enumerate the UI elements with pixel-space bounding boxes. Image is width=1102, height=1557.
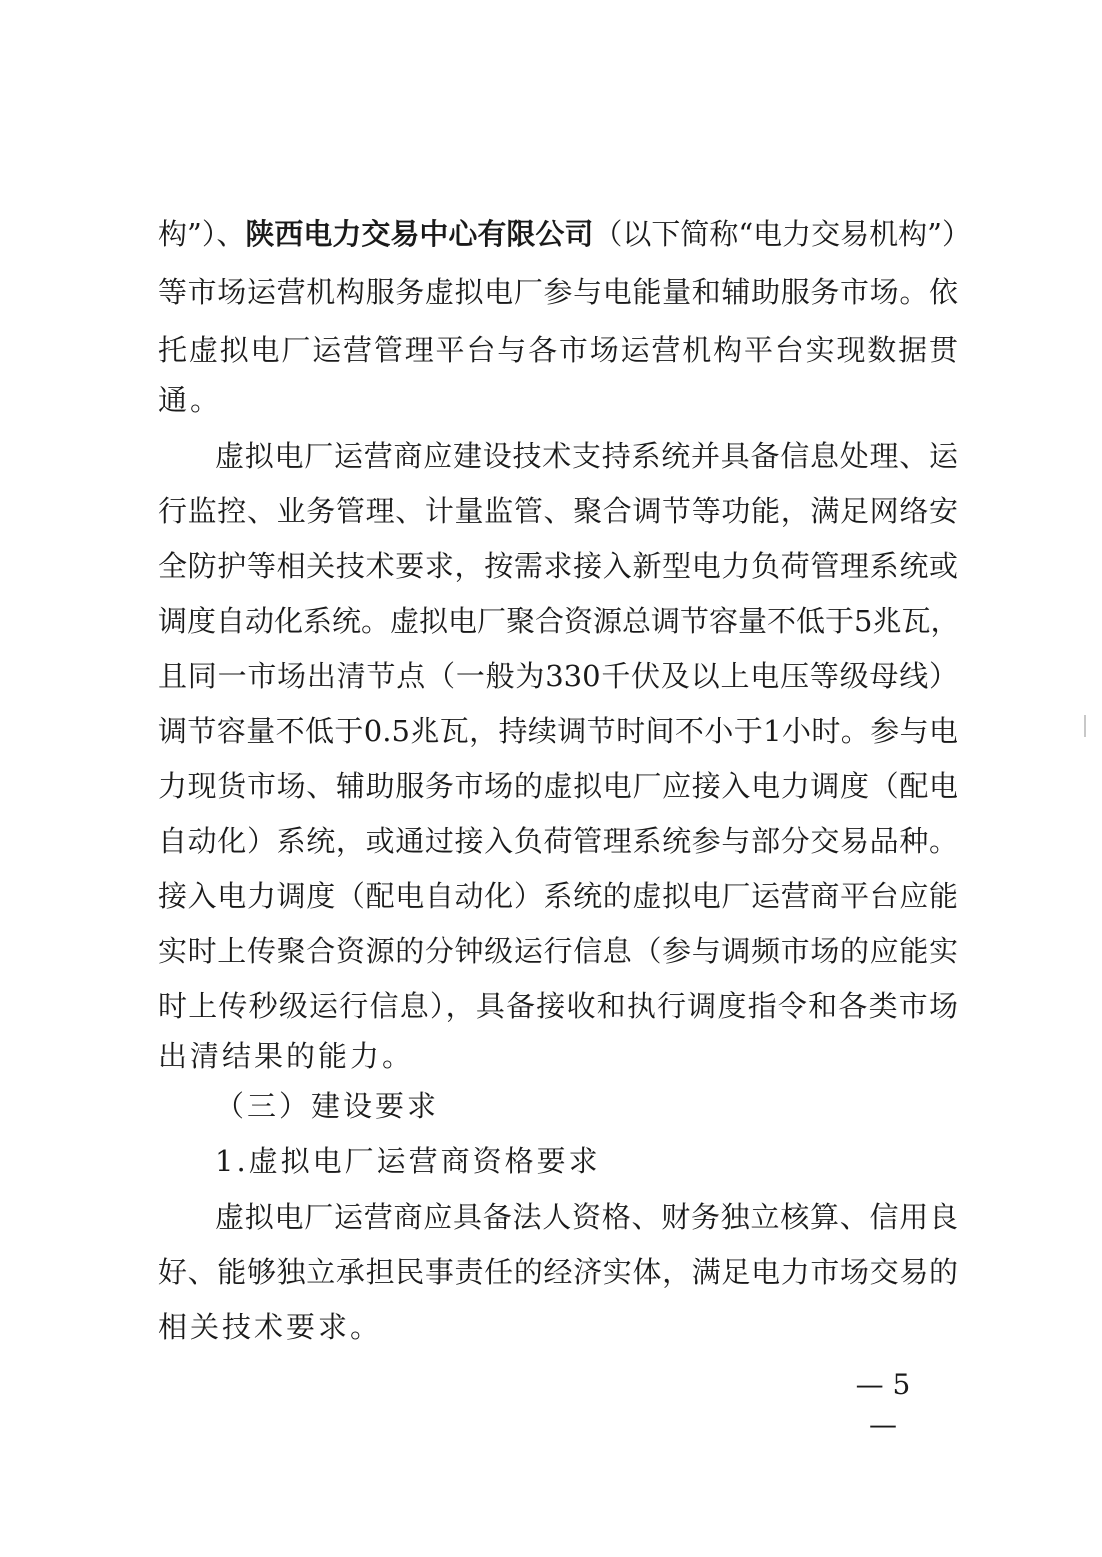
text-line: 相关技术要求。 — [158, 1310, 383, 1344]
text-line: 通。 — [158, 383, 223, 417]
text-line: 虚拟电厂运营商应具备法人资格、财务独立核算、信用良 — [215, 1200, 958, 1234]
text-line: 好、能够独立承担民事责任的经济实体，满足电力市场交易的 — [158, 1255, 958, 1289]
page-number: — 5 — — [855, 1368, 911, 1441]
text-line: 调度自动化系统。虚拟电厂聚合资源总调节容量不低于5兆瓦， — [158, 604, 960, 638]
text-line: 行监控、业务管理、计量监管、聚合调节等功能，满足网络安 — [158, 494, 958, 528]
text-line: 调节容量不低于0.5兆瓦，持续调节时间不小于1小时。参与电 — [158, 714, 958, 748]
line-prefix: 构”）、 — [158, 217, 246, 251]
text-line: 接入电力调度（配电自动化）系统的虚拟电厂运营商平台应能 — [158, 879, 958, 913]
text-line: 时上传秒级运行信息），具备接收和执行调度指令和各类市场 — [158, 989, 958, 1023]
line-suffix: （以下简称“电力交易机构”） — [593, 217, 971, 251]
section-heading: （三）建设要求 — [215, 1089, 440, 1123]
scan-mark — [1084, 715, 1086, 737]
text-line: 全防护等相关技术要求，按需求接入新型电力负荷管理系统或 — [158, 549, 958, 583]
organization-name-bold: 陕西电力交易中心有限公司 — [245, 217, 594, 251]
text-line: 虚拟电厂运营商应建设技术支持系统并具备信息处理、运 — [215, 439, 958, 473]
text-line: 且同一市场出清节点（一般为330千伏及以上电压等级母线） — [158, 659, 958, 693]
text-line: 自动化）系统，或通过接入负荷管理系统参与部分交易品种。 — [158, 824, 958, 858]
text-line: 等市场运营机构服务虚拟电厂参与电能量和辅助服务市场。依 — [158, 275, 958, 309]
text-line: 力现货市场、辅助服务市场的虚拟电厂应接入电力调度（配电 — [158, 769, 958, 803]
subsection-heading: 1.虚拟电厂运营商资格要求 — [215, 1144, 601, 1178]
text-line: 托虚拟电厂运营管理平台与各市场运营机构平台实现数据贯 — [158, 333, 958, 367]
text-line: 出清结果的能力。 — [158, 1039, 415, 1073]
text-line: 实时上传聚合资源的分钟级运行信息（参与调频市场的应能实 — [158, 934, 958, 968]
text-line — [158, 205, 971, 263]
